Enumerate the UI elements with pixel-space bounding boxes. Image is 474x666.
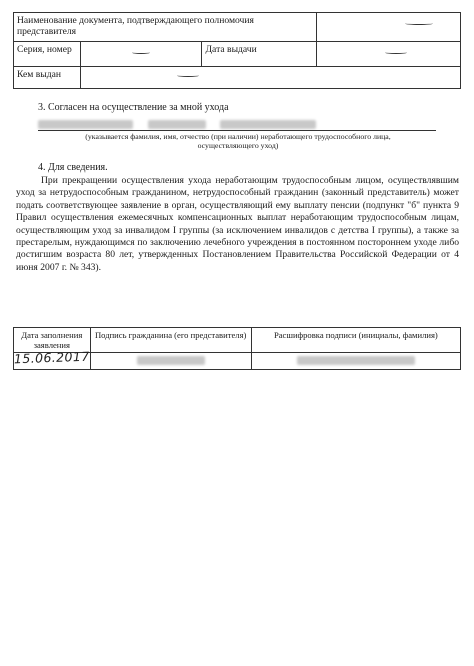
handwritten-date: 15.06.2017 bbox=[13, 348, 90, 367]
redacted-name bbox=[38, 120, 133, 129]
consent-title: 3. Согласен на осуществление за мной ухода bbox=[38, 102, 229, 113]
issued-by-label: Кем выдан bbox=[14, 67, 81, 89]
consent-hint-line1: (указывается фамилия, имя, отчество (при наличии) неработающего трудоспособного лица, bbox=[85, 132, 391, 141]
redacted-decoding bbox=[297, 356, 415, 365]
doc-name-value bbox=[317, 13, 461, 42]
handwritten-dash bbox=[405, 20, 433, 25]
issued-by-value bbox=[80, 67, 460, 89]
signature-value bbox=[90, 353, 251, 370]
fill-date-header: Дата заполнения заявления bbox=[14, 328, 91, 353]
redacted-name bbox=[148, 120, 206, 129]
consent-hint bbox=[36, 132, 440, 150]
signature-table bbox=[13, 327, 461, 370]
signature-header: Подпись гражданина (его представителя) bbox=[90, 328, 251, 353]
redacted-name bbox=[220, 120, 316, 129]
consent-hint-line2: осуществляющего уход) bbox=[197, 141, 279, 150]
redacted-signature bbox=[137, 356, 205, 365]
representative-document-table bbox=[13, 12, 461, 89]
info-paragraph: При прекращении осуществления ухода неработающим трудоспособным лицом, осуществлявшим уход за нетрудоспособным гражданином, нетрудоспособный гражданин (законный представитель) может подать соответствующее заявление в орган, осуществляющий ему выплату пенсии (подпункт "б" пункта 9 Правил осуществления ежемесячных компенсационных выплат неработающим трудоспособным лицам, осуществляющим уход за инвалидом I группы (за исключением инвалидов с детства I группы), а также за престарелым, нуждающимся по заключению лечебного учреждения в постоянном постороннем уходе либо достигшим возраста 80 лет, утвержденных Постановлением Правительства Российской Федерации от 4 июня 2007 г. № 343). bbox=[16, 175, 459, 273]
consent-caregiver-name bbox=[38, 116, 438, 130]
issue-date-value bbox=[317, 42, 461, 67]
info-title: 4. Для сведения. bbox=[38, 162, 108, 173]
handwritten-dash bbox=[385, 49, 407, 54]
issue-date-label: Дата выдачи bbox=[201, 42, 317, 67]
handwritten-dash bbox=[177, 72, 199, 77]
decoding-header: Расшифровка подписи (инициалы, фамилия) bbox=[251, 328, 460, 353]
fill-date-value bbox=[13, 348, 91, 370]
consent-underline bbox=[38, 130, 436, 131]
doc-name-label: Наименование документа, подтверждающего полномочия представителя bbox=[14, 13, 317, 42]
handwritten-dash bbox=[132, 49, 150, 54]
series-number-value bbox=[80, 42, 201, 67]
decoding-value bbox=[251, 353, 460, 370]
series-number-label: Серия, номер bbox=[14, 42, 81, 67]
